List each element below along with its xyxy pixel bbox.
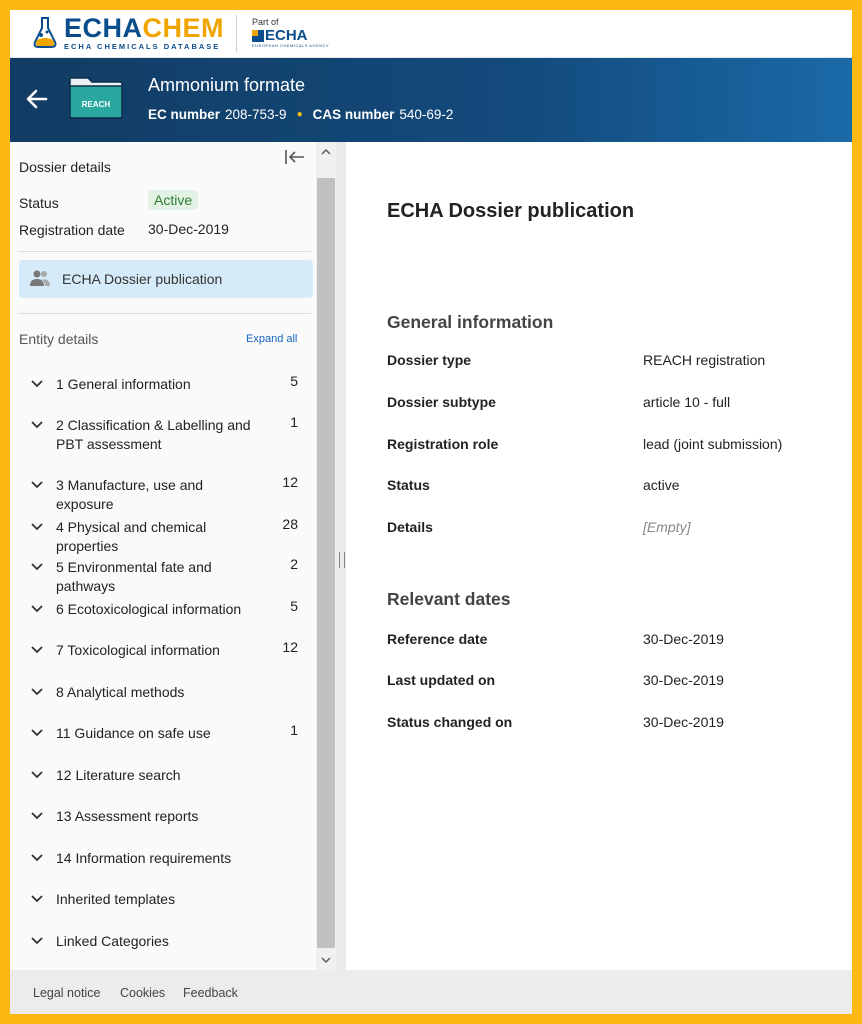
chevron-down-icon[interactable] [30, 645, 44, 655]
tree-item-label: 11 Guidance on safe use [56, 725, 211, 741]
chevron-down-icon[interactable] [30, 379, 44, 389]
relevant-dates-heading: Relevant dates [387, 589, 511, 609]
field-label: Reference date [387, 631, 488, 647]
field-label: Status changed on [387, 714, 513, 730]
ec-number-label: EC number [148, 107, 221, 122]
chevron-down-icon[interactable] [30, 687, 44, 697]
chevron-down-icon[interactable] [30, 770, 44, 780]
entity-details-title: Entity details [19, 331, 99, 347]
main-content [346, 142, 852, 970]
expand-all-link[interactable]: Expand all [246, 333, 298, 345]
back-arrow-icon[interactable] [24, 86, 50, 112]
sidebar [10, 142, 316, 970]
divider [19, 313, 311, 314]
divider [19, 251, 311, 252]
page-title: ECHA Dossier publication [387, 200, 635, 222]
chevron-down-icon[interactable] [30, 853, 44, 863]
echa-wordmark: ECHA [265, 27, 308, 44]
dossier-publication-label: ECHA Dossier publication [62, 271, 223, 287]
tree-item-label: Linked Categories [56, 933, 169, 949]
registration-date-value: 30-Dec-2019 [148, 221, 229, 237]
folder-label: REACH [81, 100, 111, 109]
tree-item-count: 2 [290, 556, 298, 572]
field-value: 30-Dec-2019 [643, 714, 724, 730]
logo-divider [236, 15, 237, 52]
footer [10, 970, 852, 1014]
scroll-down-icon[interactable] [321, 956, 331, 964]
scrollbar-thumb[interactable] [317, 178, 335, 948]
field-label: Last updated on [387, 672, 496, 688]
tree-item-label: 2 Classification & Labelling and PBT assessment [56, 417, 251, 452]
feedback-link[interactable]: Feedback [183, 986, 238, 1000]
cas-number-label: CAS number [312, 107, 395, 122]
tree-item-label: 4 Physical and chemical properties [56, 519, 207, 554]
field-value: article 10 - full [643, 394, 731, 410]
tree-item-label: 5 Environmental fate and pathways [56, 559, 212, 594]
tree-item-count: 12 [282, 639, 298, 655]
tree-item-label: 14 Information requirements [56, 850, 232, 866]
field-value: lead (joint submission) [643, 436, 783, 452]
cookies-link[interactable]: Cookies [120, 986, 166, 1000]
tree-item-count: 12 [282, 474, 298, 490]
status-badge: Active [148, 190, 198, 210]
part-of-echa-logo[interactable] [252, 17, 329, 48]
substance-header [10, 58, 852, 142]
tree-item-label: 8 Analytical methods [56, 684, 185, 700]
chevron-down-icon[interactable] [30, 522, 44, 532]
substance-name: Ammonium formate [148, 75, 306, 95]
status-label: Status [19, 195, 59, 211]
separator-dot-icon: ● [296, 109, 303, 120]
tree-item-label: 7 Toxicological information [56, 642, 220, 658]
legal-notice-link[interactable]: Legal notice [33, 986, 101, 1000]
logo-subtitle: ECHA CHEMICALS DATABASE [64, 42, 221, 51]
chevron-down-icon[interactable] [30, 480, 44, 490]
cas-number-value: 540-69-2 [399, 107, 454, 122]
echachem-logo[interactable] [32, 14, 224, 51]
dossier-publication-item[interactable] [19, 260, 313, 298]
chevron-down-icon[interactable] [30, 604, 44, 614]
app-window [10, 10, 852, 1014]
splitter-grip-icon[interactable] [339, 552, 345, 568]
echa-mark-icon [252, 30, 264, 42]
tree-item-count: 1 [290, 722, 298, 738]
field-label: Dossier subtype [387, 394, 496, 410]
flask-icon [32, 16, 58, 50]
field-value: 30-Dec-2019 [643, 672, 724, 688]
chevron-down-icon[interactable] [30, 562, 44, 572]
tree-item-label: 13 Assessment reports [56, 808, 199, 824]
chevron-down-icon[interactable] [30, 936, 44, 946]
tree-item-label: 3 Manufacture, use and exposure [56, 477, 204, 512]
chevron-down-icon[interactable] [30, 728, 44, 738]
logo-word-echa: ECHA [64, 13, 143, 43]
field-value: active [643, 477, 680, 493]
field-value: [Empty] [643, 519, 691, 535]
reach-folder-icon [66, 72, 126, 120]
collapse-panel-icon[interactable] [282, 147, 306, 167]
substance-identifiers [148, 107, 453, 122]
sidebar-scrollbar[interactable] [316, 142, 336, 970]
field-label: Dossier type [387, 352, 472, 368]
tree-item-count: 5 [290, 373, 298, 389]
tree-item-label: 12 Literature search [56, 767, 181, 783]
scroll-up-icon[interactable] [321, 148, 331, 156]
field-label: Registration role [387, 436, 499, 452]
tree-item-count: 28 [282, 516, 298, 532]
logo-bar [10, 10, 852, 58]
field-value: 30-Dec-2019 [643, 631, 724, 647]
echa-subtitle: EUROPEAN CHEMICALS AGENCY [252, 43, 330, 48]
field-label: Status [387, 477, 430, 493]
panel-splitter[interactable] [336, 142, 346, 970]
logo-word-chem: CHEM [142, 13, 225, 43]
registration-date-label: Registration date [19, 222, 125, 238]
tree-item-label: 6 Ecotoxicological information [56, 601, 242, 617]
dossier-details-title: Dossier details [19, 159, 111, 175]
general-information-heading: General information [387, 312, 554, 332]
chevron-down-icon[interactable] [30, 420, 44, 430]
part-of-label: Part of [252, 17, 279, 27]
chevron-down-icon[interactable] [30, 811, 44, 821]
field-label: Details [387, 519, 433, 535]
tree-item-count: 1 [290, 414, 298, 430]
users-icon [29, 269, 51, 287]
tree-item-label: 1 General information [56, 376, 191, 392]
tree-item-label: Inherited templates [56, 891, 176, 907]
tree-item-count: 5 [290, 598, 298, 614]
chevron-down-icon[interactable] [30, 894, 44, 904]
field-value: REACH registration [643, 352, 766, 368]
ec-number-value: 208-753-9 [225, 107, 287, 122]
